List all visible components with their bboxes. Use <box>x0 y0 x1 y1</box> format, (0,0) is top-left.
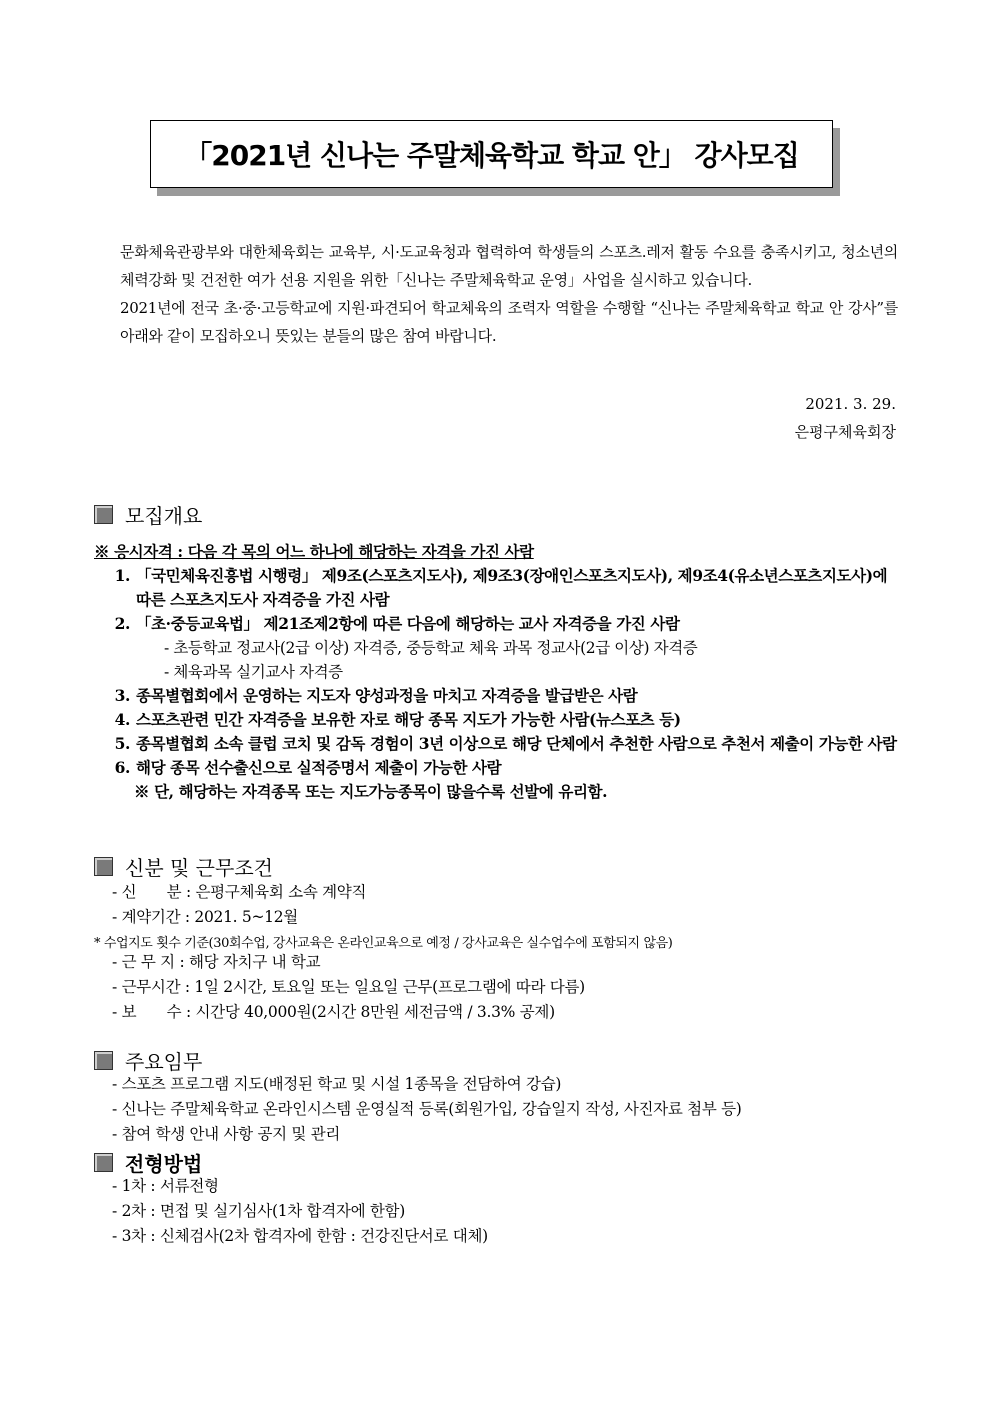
conditions-list <box>112 880 366 930</box>
section-title: 모집개요 <box>125 504 203 528</box>
item-number: 2. <box>114 614 130 633</box>
list-item: - 근 무 지 : 해당 자치구 내 학교 <box>112 953 321 971</box>
item-number: 1. <box>114 566 130 585</box>
item-number: 3. <box>114 686 130 705</box>
title-text: 「2021년 신나는 주말체육학교 학교 안」 강사모집 <box>184 139 799 172</box>
list-item: - 3차 : 신체검사(2차 합격자에 한함 : 건강진단서로 대체) <box>112 1227 488 1245</box>
section-conditions-header <box>94 852 273 881</box>
square-bullet-icon <box>94 1153 113 1172</box>
qualification-header: ※ 응시자격 : 다음 각 목의 어느 하나에 해당하는 자격을 가진 사람 <box>94 542 534 561</box>
list-item <box>94 756 904 780</box>
intro-paragraph-1: 문화체육관광부와 대한체육회는 교육부, 시·도교육청과 협력하여 학생들의 스포츠.레저 활동 수요를 충족시키고, 청소년의 체력강화 및 건전한 여가 선용 지원을 위한「신나는 주말체육학교 운영」사업을 실시하고 있습니다. <box>120 243 898 289</box>
sub-item: - 초등학교 정교사(2급 이상) 자격증, 중등학교 체육 과목 정교사(2급 이상) 자격증 <box>164 639 698 657</box>
page-title <box>150 120 833 188</box>
item-text: 스포츠관련 민간 자격증을 보유한 자로 해당 종목 지도가 가능한 사람(뉴스포츠 등) <box>136 710 681 729</box>
square-bullet-icon <box>94 505 113 524</box>
item-text: 「국민체육진흥법 시행령」 제9조(스포츠지도사), 제9조3(장애인스포츠지도사), 제9조4(유소년스포츠지도사)에 따른 스포츠지도사 자격증을 가진 사람 <box>136 566 888 609</box>
duties-list <box>112 1072 742 1147</box>
square-bullet-icon <box>94 857 113 876</box>
list-item: - 참여 학생 안내 사항 공지 및 관리 <box>112 1125 341 1143</box>
list-item: - 2차 : 면접 및 실기심사(1차 합격자에 한함) <box>112 1202 405 1220</box>
conditions-list-2 <box>112 950 585 1025</box>
item-number: 5. <box>114 734 130 753</box>
qualification-list <box>94 540 904 804</box>
item-text: 해당 종목 선수출신으로 실적증명서 제출이 가능한 사람 <box>136 758 502 777</box>
square-bullet-icon <box>94 1051 113 1070</box>
section-title: 신분 및 근무조건 <box>125 856 273 880</box>
list-item: - 신 분 : 은평구체육회 소속 계약직 <box>112 883 367 901</box>
list-item <box>94 708 904 732</box>
list-item <box>94 612 904 636</box>
list-item <box>94 564 904 612</box>
date: 2021. 3. 29. <box>805 395 896 413</box>
section-title: 주요임무 <box>125 1050 203 1074</box>
list-item: - 계약기간 : 2021. 5~12월 <box>112 908 298 926</box>
list-item: - 보 수 : 시간당 40,000원(2시간 8만원 세전금액 / 3.3% 공제) <box>112 1003 555 1021</box>
item-number: 4. <box>114 710 130 729</box>
list-item: - 근무시간 : 1일 2시간, 토요일 또는 일요일 근무(프로그램에 따라 다름) <box>112 978 585 996</box>
section-overview-header <box>94 500 202 529</box>
footnote: ※ 단, 해당하는 자격종목 또는 지도가능종목이 많을수록 선발에 유리함. <box>134 782 608 801</box>
selection-list <box>112 1174 488 1249</box>
list-item: - 신나는 주말체육학교 온라인시스템 운영실적 등록(회원가입, 강습일지 작성, 사진자료 첨부 등) <box>112 1100 742 1118</box>
item-text: 종목별협회에서 운영하는 지도자 양성과정을 마치고 자격증을 발급받은 사람 <box>136 686 638 705</box>
intro-paragraph-2: 2021년에 전국 초·중·고등학교에 지원·파견되어 학교체육의 조력자 역할을 수행할 “신나는 주말체육학교 학교 안 강사”를 아래와 같이 모집하오니 뜻있는 분들의 많은 참여 바랍니다. <box>120 299 898 345</box>
intro-text <box>120 238 898 350</box>
item-number: 6. <box>114 758 130 777</box>
organization: 은평구체육회장 <box>794 423 896 441</box>
list-item <box>94 684 904 708</box>
list-item <box>94 732 904 756</box>
section-selection-header <box>94 1148 202 1177</box>
item-text: 「초·중등교육법」 제21조제2항에 따른 다음에 해당하는 교사 자격증을 가진 사람 <box>136 614 680 633</box>
item-text: 종목별협회 소속 클럽 코치 및 감독 경험이 3년 이상으로 해당 단체에서 추천한 사람으로 추천서 제출이 가능한 사람 <box>136 734 897 753</box>
section-duties-header <box>94 1046 202 1075</box>
sub-item: - 체육과목 실기교사 자격증 <box>164 663 343 681</box>
conditions-note: * 수업지도 횟수 기준(30회수업, 강사교육은 온라인교육으로 예정 / 강사교육은 실수업수에 포함되지 않음) <box>94 936 673 951</box>
list-item: - 1차 : 서류전형 <box>112 1177 219 1195</box>
section-title: 전형방법 <box>125 1152 203 1176</box>
list-item: - 스포츠 프로그램 지도(배정된 학교 및 시설 1종목을 전담하여 강습) <box>112 1075 562 1093</box>
signature-block <box>795 390 896 446</box>
